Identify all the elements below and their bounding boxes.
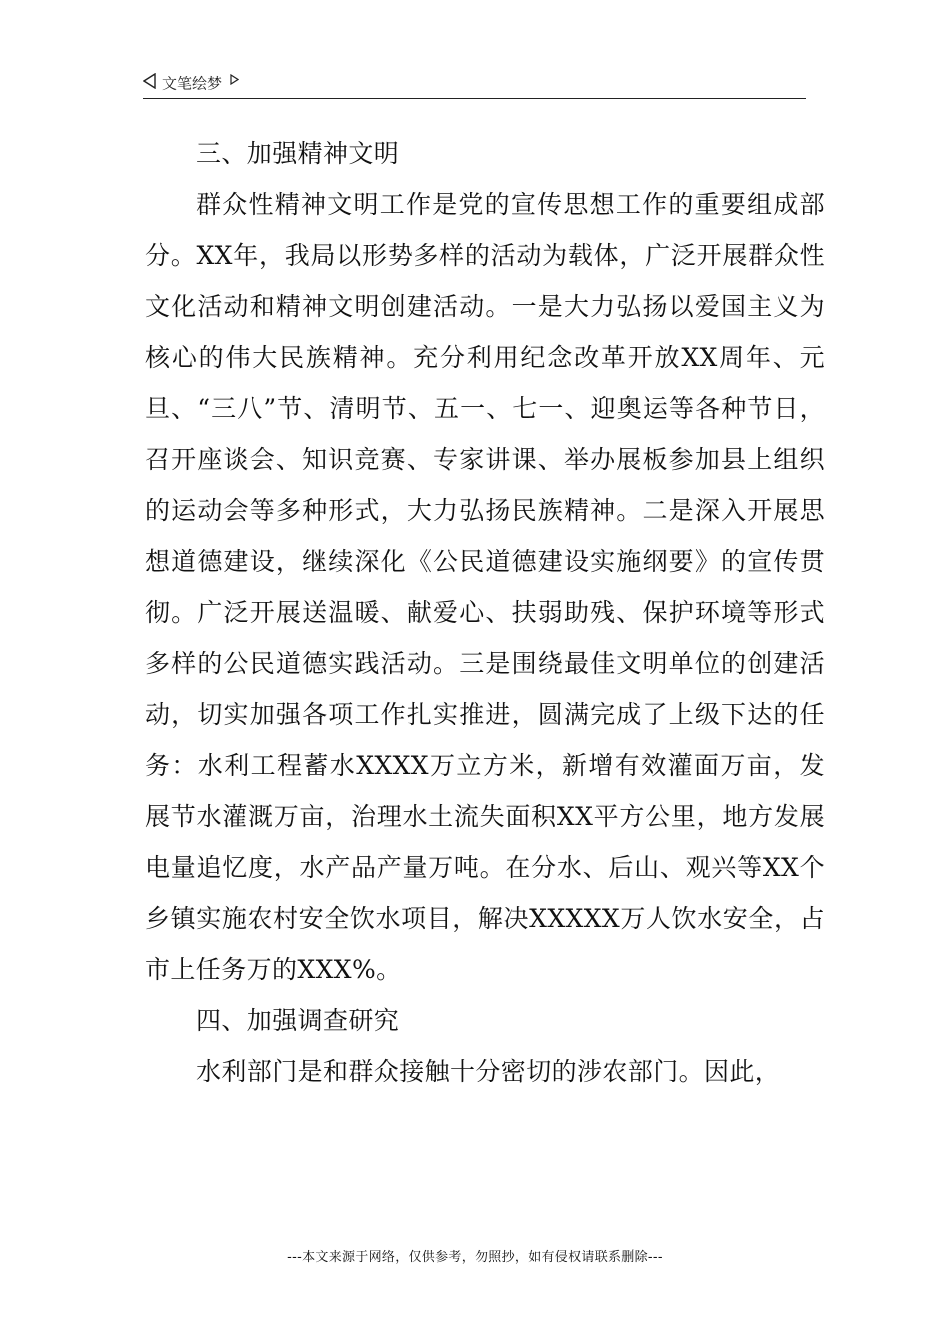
triangle-right-icon <box>230 69 239 91</box>
section-paragraph-4: 水利部门是和群众接触十分密切的涉农部门。因此， <box>196 1057 781 1086</box>
page-header <box>143 72 806 99</box>
section-paragraph-3: 群众性精神文明工作是党的宣传思想工作的重要组成部分。XX年，我局以形势多样的活动为载体，广泛开展群众性文化活动和精神文明创建活动。一是大力弘扬以爱国主义为核心的伟大民族精神。充分利用纪念改革开放XX周年、元旦、“三八”节、清明节、五一、七一、迎奥运等各种节日，召开座谈会、知识竞赛、专家讲课、举办展板参加县上组织的运动会等多种形式，大力弘扬民族精神。二是深入开展思想道德建设，继续深化《公民道德建设实施纲要》的宣传贯彻。广泛开展送温暖、献爱心、扶弱助残、保护环境等形式多样的公民道德实践活动。三是围绕最佳文明单位的创建活动，切实加强各项工作扎实推进，圆满完成了上级下达的任务：水利工程蓄水XXXX万立方米，新增有效灌面万亩，发展节水灌溉万亩，治理水土流失面积XX平方公里，地方发展电量追忆度，水产品产量万吨。在分水、后山、观兴等XX个乡镇实施农村安全饮水项目，解决XXXXX万人饮水安全，占市上任务万的XXX%。 <box>145 190 825 984</box>
header-title: 文笔绘梦 <box>162 74 223 93</box>
footer-disclaimer: ---本文来源于网络，仅供参考，勿照抄，如有侵权请联系删除--- <box>287 1250 663 1265</box>
section-heading-4: 四、加强调查研究 <box>196 1006 400 1035</box>
section-heading-3: 三、加强精神文明 <box>196 139 400 168</box>
triangle-left-icon <box>143 73 156 95</box>
document-body <box>145 128 825 1097</box>
